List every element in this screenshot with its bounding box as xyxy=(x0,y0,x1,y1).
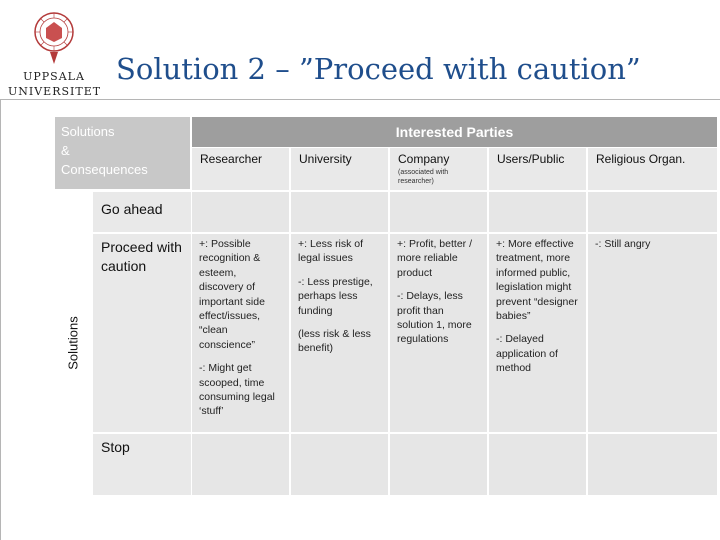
cell-text: +: Less risk of legal issues xyxy=(298,238,364,265)
table-cell-users-public xyxy=(489,234,586,432)
cell-text: -: Still angry xyxy=(595,238,651,250)
table-cell xyxy=(489,434,586,495)
table-cell xyxy=(192,434,289,495)
column-header-religious-organ xyxy=(588,148,717,190)
uppsala-university-logo xyxy=(8,12,100,98)
column-header-users-public xyxy=(489,148,586,190)
corner-label-line: Consequences xyxy=(61,162,148,177)
horizontal-divider xyxy=(0,99,720,100)
table-cell xyxy=(390,434,487,495)
table-cell xyxy=(291,434,388,495)
table-cell xyxy=(291,192,388,232)
row-label-stop: Stop xyxy=(93,434,191,495)
cell-text: -: Delays, less profit than solution 1, more regulations xyxy=(397,290,472,346)
cell-text: -: Might get scooped, time consuming legal ‘stuff’ xyxy=(199,362,275,418)
table-cell xyxy=(390,192,487,232)
solutions-side-label xyxy=(55,190,91,495)
cell-text: -: Delayed application of method xyxy=(496,333,558,375)
row-label-go-ahead: Go ahead xyxy=(93,192,191,232)
slide-title: Solution 2 – ”Proceed with caution” xyxy=(116,52,641,86)
table-cell-company xyxy=(390,234,487,432)
column-header-company xyxy=(390,148,487,190)
column-header-label: Researcher xyxy=(200,152,263,166)
column-header-sublabel: (associated with researcher) xyxy=(398,169,449,185)
table-cell xyxy=(489,192,586,232)
table-cell xyxy=(588,434,717,495)
table-cell-religious-organ xyxy=(588,234,717,432)
cell-text: +: Profit, better / more reliable product xyxy=(397,238,472,279)
row-label-proceed-with-caution: Proceed with caution xyxy=(93,234,191,432)
interested-parties-header: Interested Parties xyxy=(192,117,717,147)
logo-text-line2: UNIVERSITET xyxy=(8,85,102,98)
table-cell xyxy=(588,192,717,232)
corner-label-line: & xyxy=(61,143,70,158)
cell-text: (less risk & less benefit) xyxy=(298,328,371,355)
column-header-university xyxy=(291,148,388,190)
university-seal-icon xyxy=(34,12,74,66)
column-header-researcher xyxy=(192,148,289,190)
cell-text: +: More effective treatment, more informed public, legislation might prevent “designer babies” xyxy=(496,238,578,323)
column-header-label: Users/Public xyxy=(497,152,565,166)
column-header-label: Company xyxy=(398,152,450,166)
column-header-label: Religious Organ. xyxy=(596,152,686,166)
corner-label-line: Solutions xyxy=(61,124,115,139)
side-label-text: Solutions xyxy=(65,315,81,370)
logo-text-line1: UPPSALA xyxy=(23,70,85,83)
table-cell xyxy=(192,192,289,232)
table-cell-researcher xyxy=(192,234,289,432)
vertical-divider xyxy=(0,99,1,540)
cell-text: +: Possible recognition & esteem, discovery of important side effect/issues, “clean conscience” xyxy=(199,238,265,351)
table-cell-university xyxy=(291,234,388,432)
column-header-label: University xyxy=(299,152,352,166)
corner-header xyxy=(55,117,190,189)
cell-text: -: Less prestige, perhaps less funding xyxy=(298,275,373,317)
